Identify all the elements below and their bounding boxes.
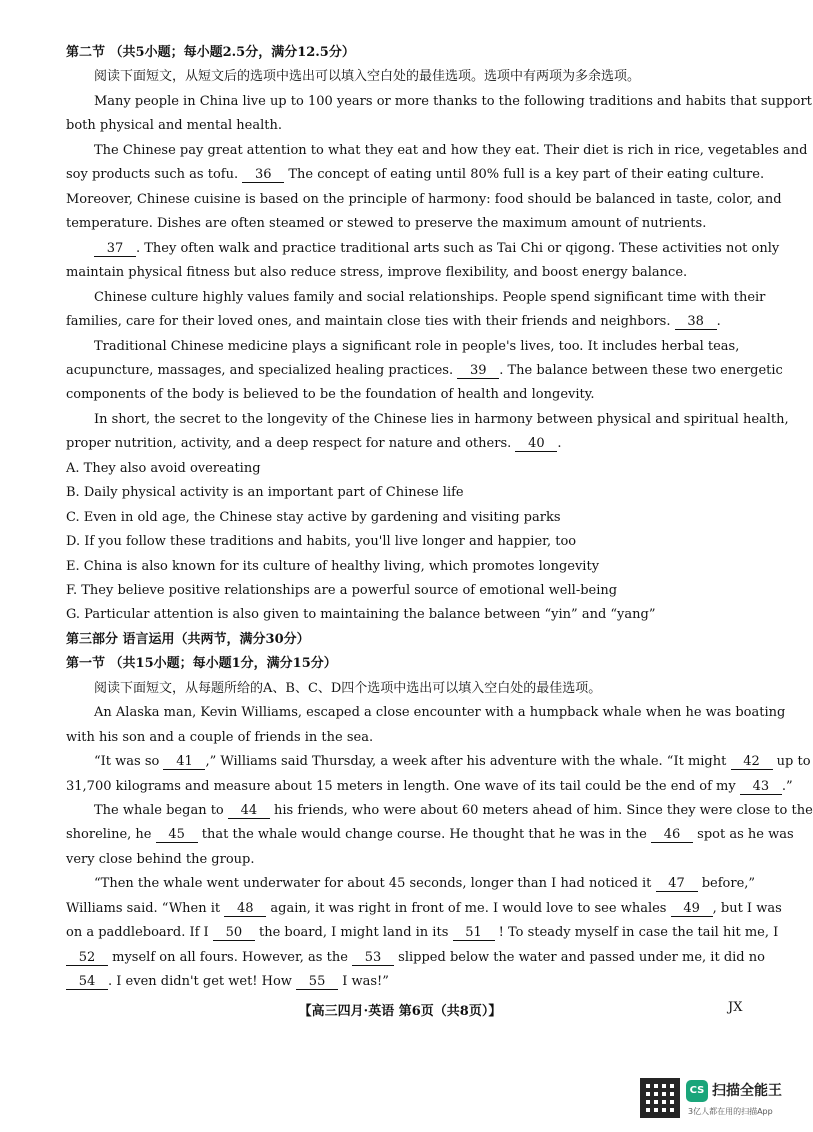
passage-line: proper nutrition, activity, and a deep respect for nature and others. 40 . — [66, 436, 562, 451]
section2-instruction: 阅读下面短文，从短文后的选项中选出可以填入空白处的最佳选项。选项中有两项为多余选项。 — [94, 69, 641, 84]
blank-36[interactable]: 36 — [242, 168, 284, 183]
passage-line: 37 . They often walk and practice traditional arts such as Tai Chi or qigong. These activities not only — [94, 240, 756, 258]
passage-line: “It was so 41 ,” Williams said Thursday, a week after his adventure with the whale. “It might 42 up to — [94, 754, 811, 769]
passage-line: The Chinese pay great attention to what they eat and how they eat. Their diet is rich in rice, vegetables and — [94, 143, 808, 158]
passage-line: on a paddleboard. If I 50 the board, I might land in its 51 ! To steady myself in case the tail hit me, I — [66, 925, 779, 940]
option-g[interactable]: G. Particular attention is also given to maintaining the balance between “yin” and “yang” — [66, 607, 656, 622]
passage-line: both physical and mental health. — [66, 118, 283, 133]
passage-line: 54 . I even didn't get wet! How 55 I was!” — [66, 973, 756, 991]
blank-50[interactable]: 50 — [213, 926, 255, 941]
passage-line: Many people in China live up to 100 years or more thanks to the following traditions and habits that support — [94, 94, 812, 109]
qr-code-icon — [640, 1078, 680, 1118]
blank-52[interactable]: 52 — [66, 951, 108, 966]
blank-44[interactable]: 44 — [228, 804, 270, 819]
passage-line: Moreover, Chinese cuisine is based on the principle of harmony: food should be balanced in taste, color, and — [66, 192, 782, 207]
option-d[interactable]: D. If you follow these traditions and habits, you'll live longer and happier, too — [66, 534, 577, 549]
paper-code: JX — [728, 1000, 743, 1015]
passage-line: components of the body is believed to be the foundation of health and longevity. — [66, 387, 595, 402]
camscanner-logo-icon: CS — [686, 1080, 708, 1102]
option-b[interactable]: B. Daily physical activity is an important part of Chinese life — [66, 485, 464, 500]
blank-55[interactable]: 55 — [296, 975, 338, 990]
passage-line: shoreline, he 45 that the whale would change course. He thought that he was in the 46 spot as he was — [66, 827, 794, 842]
blank-46[interactable]: 46 — [651, 828, 693, 843]
blank-53[interactable]: 53 — [352, 951, 394, 966]
part3-instruction: 阅读下面短文，从每题所给的A、B、C、D四个选项中选出可以填入空白处的最佳选项。 — [94, 681, 602, 696]
blank-47[interactable]: 47 — [656, 877, 698, 892]
passage-line: 31,700 kilograms and measure about 15 meters in length. One wave of its tail could be the end of my 43 .” — [66, 779, 793, 794]
option-e[interactable]: E. China is also known for its culture of healthy living, which promotes longevity — [66, 559, 600, 574]
passage-line: Williams said. “When it 48 again, it was right in front of me. I would love to see whales 49 , but I was — [66, 901, 782, 916]
passage-line: “Then the whale went underwater for about 45 seconds, longer than I had noticed it 47 before,” — [94, 876, 756, 891]
part3-heading: 第三部分 语言运用（共两节，满分30分） — [66, 632, 310, 647]
passage-line: 52 myself on all fours. However, as the 53 slipped below the water and passed under me, it did no — [66, 949, 756, 967]
passage-line: with his son and a couple of friends in the sea. — [66, 730, 374, 745]
blank-54[interactable]: 54 — [66, 975, 108, 990]
passage-line: temperature. Dishes are often steamed or stewed to preserve the maximum amount of nutrients. — [66, 216, 707, 231]
scanner-tagline: 3亿人都在用的扫描App — [688, 1107, 773, 1116]
blank-42[interactable]: 42 — [731, 755, 773, 770]
option-c[interactable]: C. Even in old age, the Chinese stay active by gardening and visiting parks — [66, 510, 561, 525]
blank-38[interactable]: 38 — [675, 315, 717, 330]
passage-line: families, care for their loved ones, and maintain close ties with their friends and neighbors. 38 . — [66, 314, 721, 329]
passage-line: maintain physical fitness but also reduce stress, improve flexibility, and boost energy balance. — [66, 265, 688, 280]
passage-line: Traditional Chinese medicine plays a significant role in people's lives, too. It includes herbal teas, — [94, 339, 740, 354]
blank-37[interactable]: 37 — [94, 242, 136, 257]
passage-line: soy products such as tofu. 36 The concept of eating until 80% full is a key part of their eating culture. — [66, 167, 765, 182]
part3-subheading: 第一节 （共15小题；每小题1分，满分15分） — [66, 656, 337, 671]
blank-40[interactable]: 40 — [515, 437, 557, 452]
blank-43[interactable]: 43 — [740, 780, 782, 795]
passage-line: Chinese culture highly values family and social relationships. People spend significant time with their — [94, 290, 766, 305]
scanner-app-name: 扫描全能王 — [712, 1083, 782, 1099]
blank-49[interactable]: 49 — [671, 902, 713, 917]
option-a[interactable]: A. They also avoid overeating — [66, 461, 261, 476]
passage-line: very close behind the group. — [66, 852, 255, 867]
blank-39[interactable]: 39 — [457, 364, 499, 379]
passage-line: The whale began to 44 his friends, who were about 60 meters ahead of him. Since they were close to the — [94, 803, 813, 818]
blank-41[interactable]: 41 — [163, 755, 205, 770]
passage-line: acupuncture, massages, and specialized healing practices. 39 . The balance between these two energetic — [66, 363, 783, 378]
blank-48[interactable]: 48 — [224, 902, 266, 917]
option-f[interactable]: F. They believe positive relationships are a powerful source of emotional well-being — [66, 583, 618, 598]
passage-line: An Alaska man, Kevin Williams, escaped a close encounter with a humpback whale when he was boating — [94, 705, 786, 720]
passage-line: In short, the secret to the longevity of the Chinese lies in harmony between physical and spiritual health, — [94, 412, 789, 427]
blank-51[interactable]: 51 — [453, 926, 495, 941]
page-footer: 【高三四月·英语 第6页（共8页）】 — [298, 1004, 502, 1019]
blank-45[interactable]: 45 — [156, 828, 198, 843]
section2-heading: 第二节 （共5小题；每小题2.5分，满分12.5分） — [66, 45, 355, 60]
